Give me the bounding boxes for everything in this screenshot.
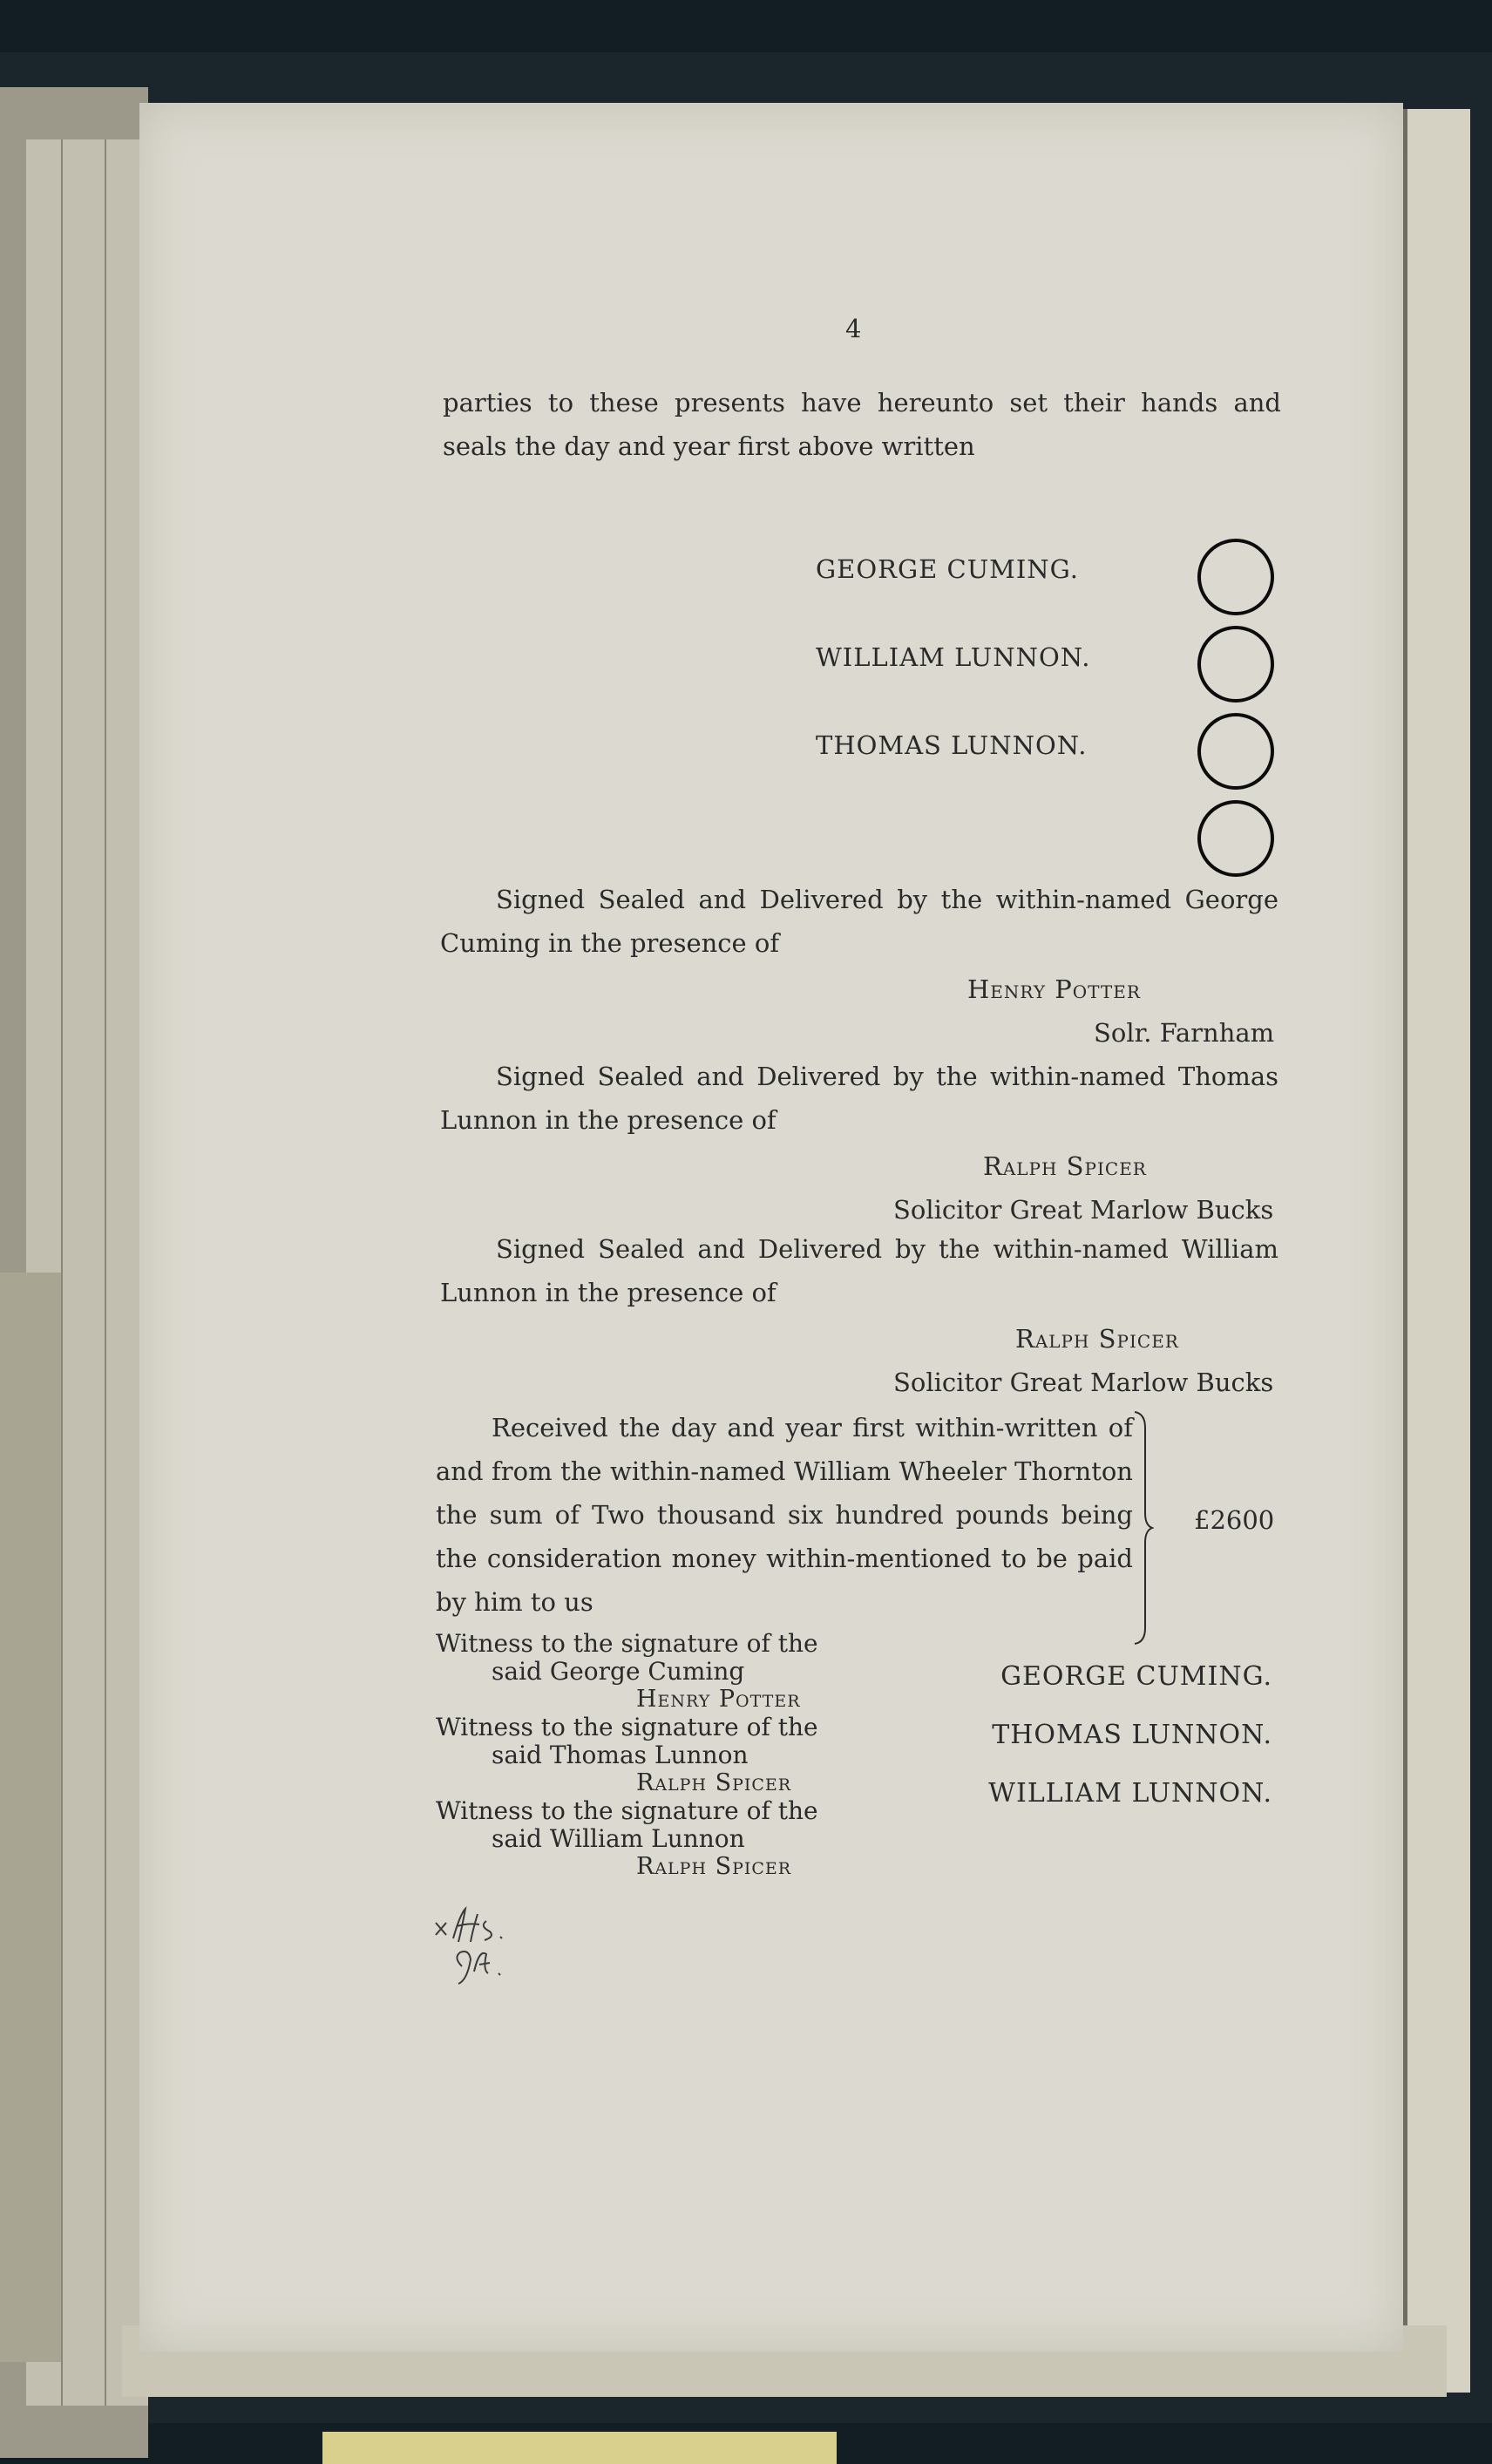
witness-name: Ralph Spicer [1015, 1324, 1179, 1354]
receipt-line: by him to us [436, 1587, 593, 1617]
signatory-name: THOMAS LUNNON. [816, 730, 1088, 760]
receipt-clause [436, 1406, 1133, 1624]
attestation-line: Signed Sealed and Delivered by the within-named Thomas [496, 1062, 1278, 1091]
attestation-clause-end [440, 1098, 777, 1142]
receipt-amount: £2600 [1194, 1505, 1275, 1535]
witness-name: Ralph Spicer [636, 1769, 792, 1796]
witness-title: Solicitor Great Marlow Bucks [893, 1195, 1274, 1225]
witness-block [436, 1630, 871, 1881]
seal-circle-icon [1197, 539, 1274, 615]
opening-clause-end [443, 424, 975, 468]
page-edge-line [61, 139, 63, 2406]
seal-circle-icon [1197, 800, 1274, 877]
seal-circle-icon [1197, 713, 1274, 790]
witness-line: Witness to the signature of the [436, 1713, 818, 1741]
witness-line: Witness to the signature of the [436, 1796, 818, 1825]
final-signatures [976, 1661, 1272, 1836]
witness-title: Solr. Farnham [1094, 1018, 1275, 1048]
attestation-line: Cuming in the presence of [440, 928, 780, 958]
witness-name: Henry Potter [636, 1686, 801, 1713]
next-page-edge [1407, 109, 1470, 2393]
witness-line: said George Cuming [492, 1657, 745, 1686]
seals [1197, 539, 1278, 880]
opening-line: seals the day and year first above written [443, 431, 975, 461]
attestation-line: Lunnon in the presence of [440, 1278, 777, 1307]
attestation-clause-end [440, 1271, 777, 1314]
attestation-clause [440, 1227, 1278, 1271]
receipt-line: the consideration money within-mentioned to be paid [436, 1544, 1133, 1573]
final-signature: GEORGE CUMING. [1000, 1661, 1272, 1692]
witness-name: Ralph Spicer [636, 1853, 792, 1880]
attestation-clause [440, 878, 1278, 921]
witness-line: Witness to the signature of the [436, 1629, 818, 1658]
attestation-clause [440, 1055, 1278, 1098]
witness-line: said William Lunnon [492, 1824, 745, 1853]
receipt-line: Received the day and year first within-written of [492, 1413, 1133, 1442]
attestation-line: Lunnon in the presence of [440, 1105, 777, 1135]
opening-clause [443, 381, 1281, 424]
attestation-clause-end [440, 921, 779, 965]
bookmark-tab [322, 2432, 837, 2464]
witness-line: said Thomas Lunnon [492, 1741, 749, 1769]
seal-circle-icon [1197, 626, 1274, 703]
final-signature: WILLIAM LUNNON. [988, 1778, 1272, 1809]
witness-name: Henry Potter [967, 974, 1141, 1004]
witness-name: Ralph Spicer [983, 1151, 1147, 1181]
signatory-name: WILLIAM LUNNON. [816, 642, 1091, 672]
attestation-line: Signed Sealed and Delivered by the within-named William [496, 1234, 1278, 1264]
witness-title: Solicitor Great Marlow Bucks [893, 1368, 1274, 1397]
torn-page-edge [0, 1273, 63, 2362]
receipt-line: and from the within-named William Wheeler Thornton [436, 1456, 1133, 1486]
handwritten-initials-icon [427, 1897, 540, 1992]
signatories [816, 554, 1164, 818]
page-edge-line [105, 139, 106, 2406]
final-signature: THOMAS LUNNON. [992, 1720, 1272, 1750]
attestation-line: Signed Sealed and Delivered by the within-named George [496, 885, 1278, 914]
page-number: 4 [845, 314, 862, 343]
signatory-name: GEORGE CUMING. [816, 554, 1080, 584]
opening-line: parties to these presents have hereunto set their hands and [443, 388, 1281, 417]
receipt-line: the sum of Two thousand six hundred pounds being [436, 1500, 1133, 1530]
curly-brace-icon [1133, 1410, 1154, 1646]
